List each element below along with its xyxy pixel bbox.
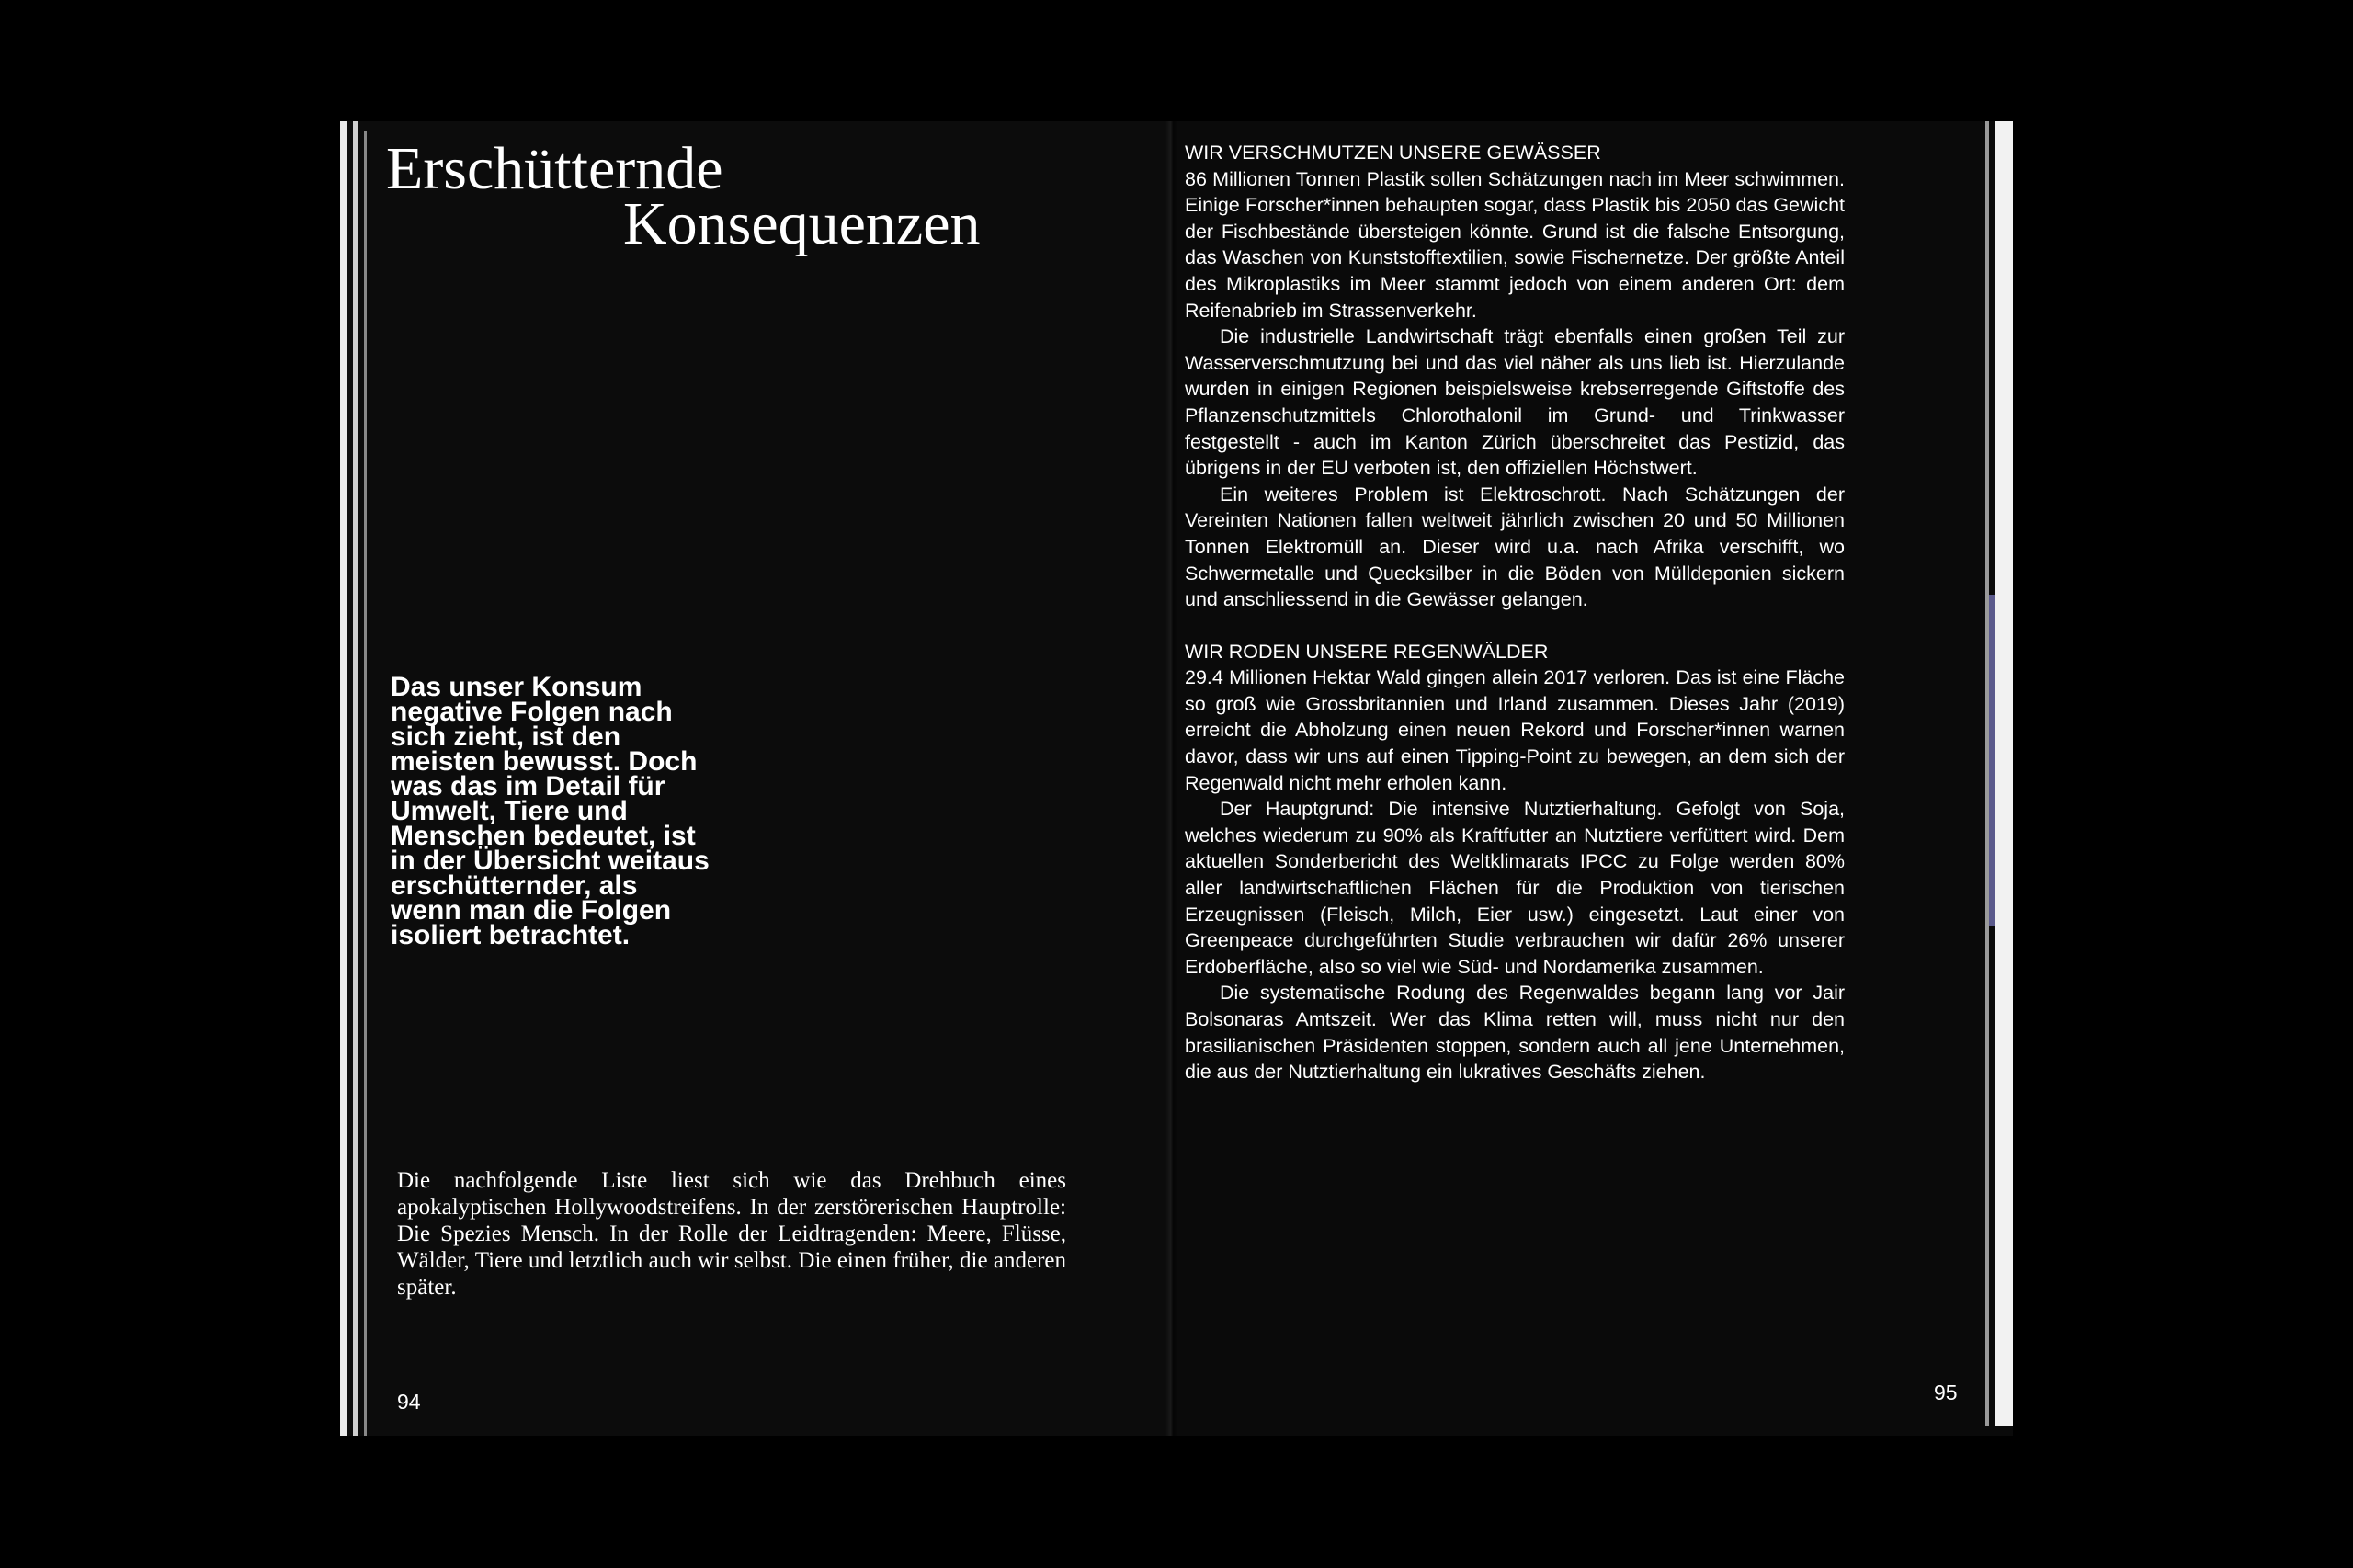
left-page bbox=[340, 121, 1171, 1436]
page-title bbox=[386, 135, 1103, 257]
article-column bbox=[1185, 140, 1845, 1111]
page-edge bbox=[353, 121, 358, 1436]
page-edge bbox=[1995, 121, 2013, 1426]
book-spread bbox=[340, 121, 2013, 1436]
book-gutter bbox=[1165, 121, 1178, 1436]
title-line-1: Erschütternde bbox=[386, 135, 723, 202]
page-number-right: 95 bbox=[1934, 1381, 1958, 1404]
section-heading: WIR RODEN UNSERE REGENWÄLDER bbox=[1185, 640, 1549, 663]
paragraph: Die systematische Rodung des Regenwaldes begann lang vor Jair Bolsonaras Amtszeit. Wer das Klima retten will, muss nicht nur den brasilianischen Präsidenten stoppen, sondern auch all jene Unternehmen, die aus der Nutztierhaltung ein lukratives Geschäfts ziehen. bbox=[1185, 982, 1845, 1084]
page-edge bbox=[340, 121, 347, 1436]
section-heading: WIR VERSCHMUTZEN UNSERE GEWÄSSER bbox=[1185, 142, 1601, 164]
page-edge bbox=[364, 131, 367, 1436]
paragraph: 86 Millionen Tonnen Plastik sollen Schätzungen nach im Meer schwimmen. Einige Forscher*innen behaupten sogar, dass Plastik bis 2050 das Gewicht der Fischbestände übersteigen könnte. Grund ist die falsche Entsorgung, das Waschen von Kunststofftextilien, sowie Fischernetze. Der größte Anteil des Mikroplastiks im Meer stammt jedoch von einem anderen Ort: dem Reifenabrieb im Strassenverkehr. bbox=[1185, 167, 1845, 322]
right-page bbox=[1171, 121, 2013, 1436]
page-number-left: 94 bbox=[397, 1390, 421, 1414]
intro-paragraph: Die nachfolgende Liste liest sich wie das Drehbuch eines apokalyptischen Hollywoodstreifens. In der zerstörerischen Hauptrolle: Die Spezies Mensch. In der Rolle der Leidtragenden: Meere, Flüsse, Wälder, Tiere und letztlich auch wir selbst. Die einen früher, die anderen später. bbox=[397, 1168, 1066, 1300]
lead-paragraph: Das unser Konsum negative Folgen nach sich zieht, ist den meisten bewusst. Doch was das im Detail für Umwelt, Tiere und Menschen bedeutet, ist in der Übersicht weitaus erschütternder, als wenn man die Folgen isoliert betrachtet. bbox=[391, 672, 710, 950]
paragraph: Der Hauptgrund: Die intensive Nutztierhaltung. Gefolgt von Soja, welches wiederum zu 90% als Kraftfutter an Nutztiere verfüttert wird. Dem aktuellen Sonderbericht des Weltklimarats IPCC zu Folge werden 80% aller landwirtschaftlichen Flächen für die Produktion von tierischen Erzeugnissen (Fleisch, Milch, Eier usw.) eingesetzt. Laut einer von Greenpeace durchgeführten Studie verbrauchen wir dafür 26% unserer Erdoberfläche, also so viel wie Süd- und Nordamerika zusammen. bbox=[1185, 798, 1845, 978]
title-line-2: Konsequenzen bbox=[623, 190, 981, 257]
paragraph: Die industrielle Landwirtschaft trägt ebenfalls einen großen Teil zur Wasserverschmutzung bei und das viel näher als uns lieb ist. Hierzulande wurden in einigen Regionen beispielsweise krebserregende Giftstoffe des Pflanzenschutzmittels Chlorothalonil im Grund- und Trinkwasser festgestellt - auch im Kanton Zürich überschreitet das Pestizid, das übrigens in der EU verboten ist, den offiziellen Höchstwert. bbox=[1185, 325, 1845, 480]
section-waters bbox=[1185, 140, 1845, 613]
paragraph: Ein weiteres Problem ist Elektroschrott. Nach Schätzungen der Vereinten Nationen fallen weltweit jährlich zwischen 20 und 50 Millionen Tonnen Elektromüll an. Dieser wird u.a. nach Afrika verschifft, wo Schwermetalle und Quecksilber in die Böden von Mülldeponien sickern und anschliessend in die Gewässer gelangen. bbox=[1185, 483, 1845, 611]
section-rainforests bbox=[1185, 639, 1845, 1085]
paragraph: 29.4 Millionen Hektar Wald gingen allein 2017 verloren. Das ist eine Fläche so groß wie Grossbritannien und Irland zusammen. Dieses Jahr (2019) erreicht die Abholzung einen neuen Rekord und Forscher*innen warnen davor, dass wir uns auf einen Tipping-Point zu bewegen, an dem sich der Regenwald nicht mehr erholen kann. bbox=[1185, 666, 1845, 794]
